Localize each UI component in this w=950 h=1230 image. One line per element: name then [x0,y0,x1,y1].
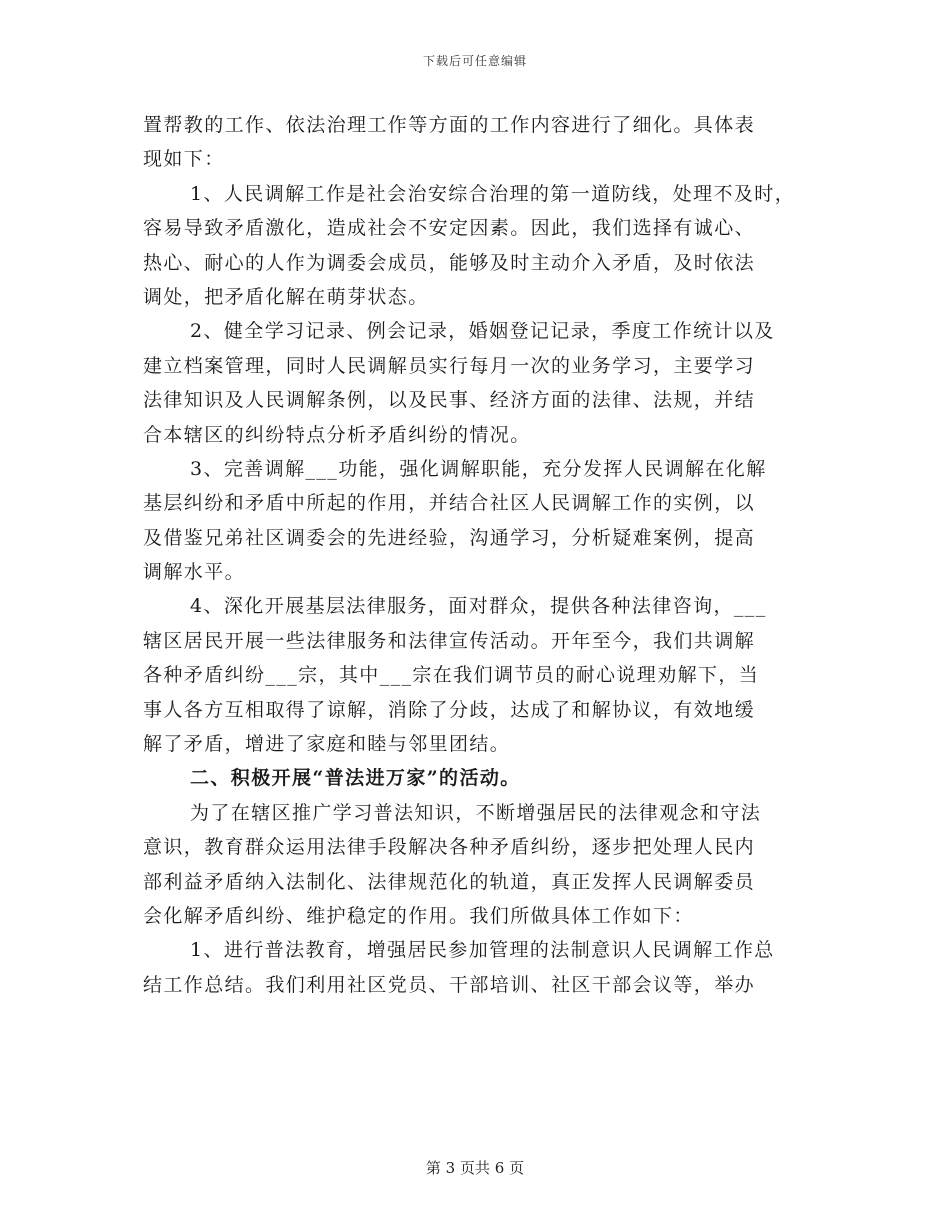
page-header: 下载后可任意编辑 [422,54,527,68]
paragraph-line: 建立档案管理，同时人民调解员实行每月一次的业务学习，主要学习 [143,354,756,377]
paragraph-line: 各种矛盾纠纷___宗，其中___宗在我们调节员的耐心说理劝解下，当 [143,664,760,687]
paragraph-line: 置帮教的工作、依法治理工作等方面的工作内容进行了细化。具体表 [143,114,756,136]
paragraph-line: 部利益矛盾纳入法制化、法律规范化的轨道，真正发挥人民调解委员 [143,870,756,893]
paragraph-line: 2、健全学习记录、例会记录，婚姻登记记录，季度工作统计以及 [190,320,775,343]
section-heading: 二、积极开展“普法进万家”的活动。 [190,767,521,790]
paragraph-line: 1、进行普法教育，增强居民参加管理的法制意识人民调解工作总 [190,939,775,962]
paragraph-line: 法律知识及人民调解条例，以及民事、经济方面的法律、法规，并结 [143,389,756,412]
document-body [143,108,823,1002]
paragraph-line: 解了矛盾，增进了家庭和睦与邻里团结。 [143,733,511,756]
paragraph-line: 调处，把矛盾化解在萌芽状态。 [143,285,429,308]
paragraph-line: 会化解矛盾纠纷、维护稳定的作用。我们所做具体工作如下： [143,904,694,927]
paragraph-line: 基层纠纷和矛盾中所起的作用，并结合社区人民调解工作的实例，以 [143,492,756,515]
paragraph-line: 意识，教育群众运用法律手段解决各种矛盾纠纷，逐步把处理人民内 [143,836,756,859]
page-footer: 第 3 页共 6 页 [425,1159,525,1177]
paragraph-line: 3、完善调解___功能，强化调解职能，充分发挥人民调解在化解 [190,457,767,480]
paragraph-line: 4、深化开展基层法律服务，面对群众，提供各种法律咨询，___ [190,595,767,618]
paragraph-line: 结工作总结。我们利用社区党员、干部培训、社区干部会议等，举办 [143,973,756,996]
paragraph-line: 事人各方互相取得了谅解，消除了分歧，达成了和解协议，有效地缓 [143,698,756,721]
paragraph-line: 调解水平。 [143,561,246,584]
paragraph-line: 热心、耐心的人作为调委会成员，能够及时主动介入矛盾，及时依法 [143,251,756,274]
paragraph-line: 现如下： [143,148,225,171]
paragraph-line: 辖区居民开展一些法律服务和法律宣传活动。开年至今，我们共调解 [143,629,756,652]
paragraph-line: 为了在辖区推广学习普法知识，不断增强居民的法律观念和守法 [190,801,762,824]
paragraph-line: 及借鉴兄弟社区调委会的先进经验，沟通学习，分析疑难案例，提高 [143,526,756,549]
paragraph-line: 1、人民调解工作是社会治安综合治理的第一道防线，处理不及时， [190,182,796,205]
paragraph-line: 合本辖区的纠纷特点分析矛盾纠纷的情况。 [143,423,531,446]
paragraph-line: 容易导致矛盾激化，造成社会不安定因素。因此，我们选择有诚心、 [143,217,756,240]
